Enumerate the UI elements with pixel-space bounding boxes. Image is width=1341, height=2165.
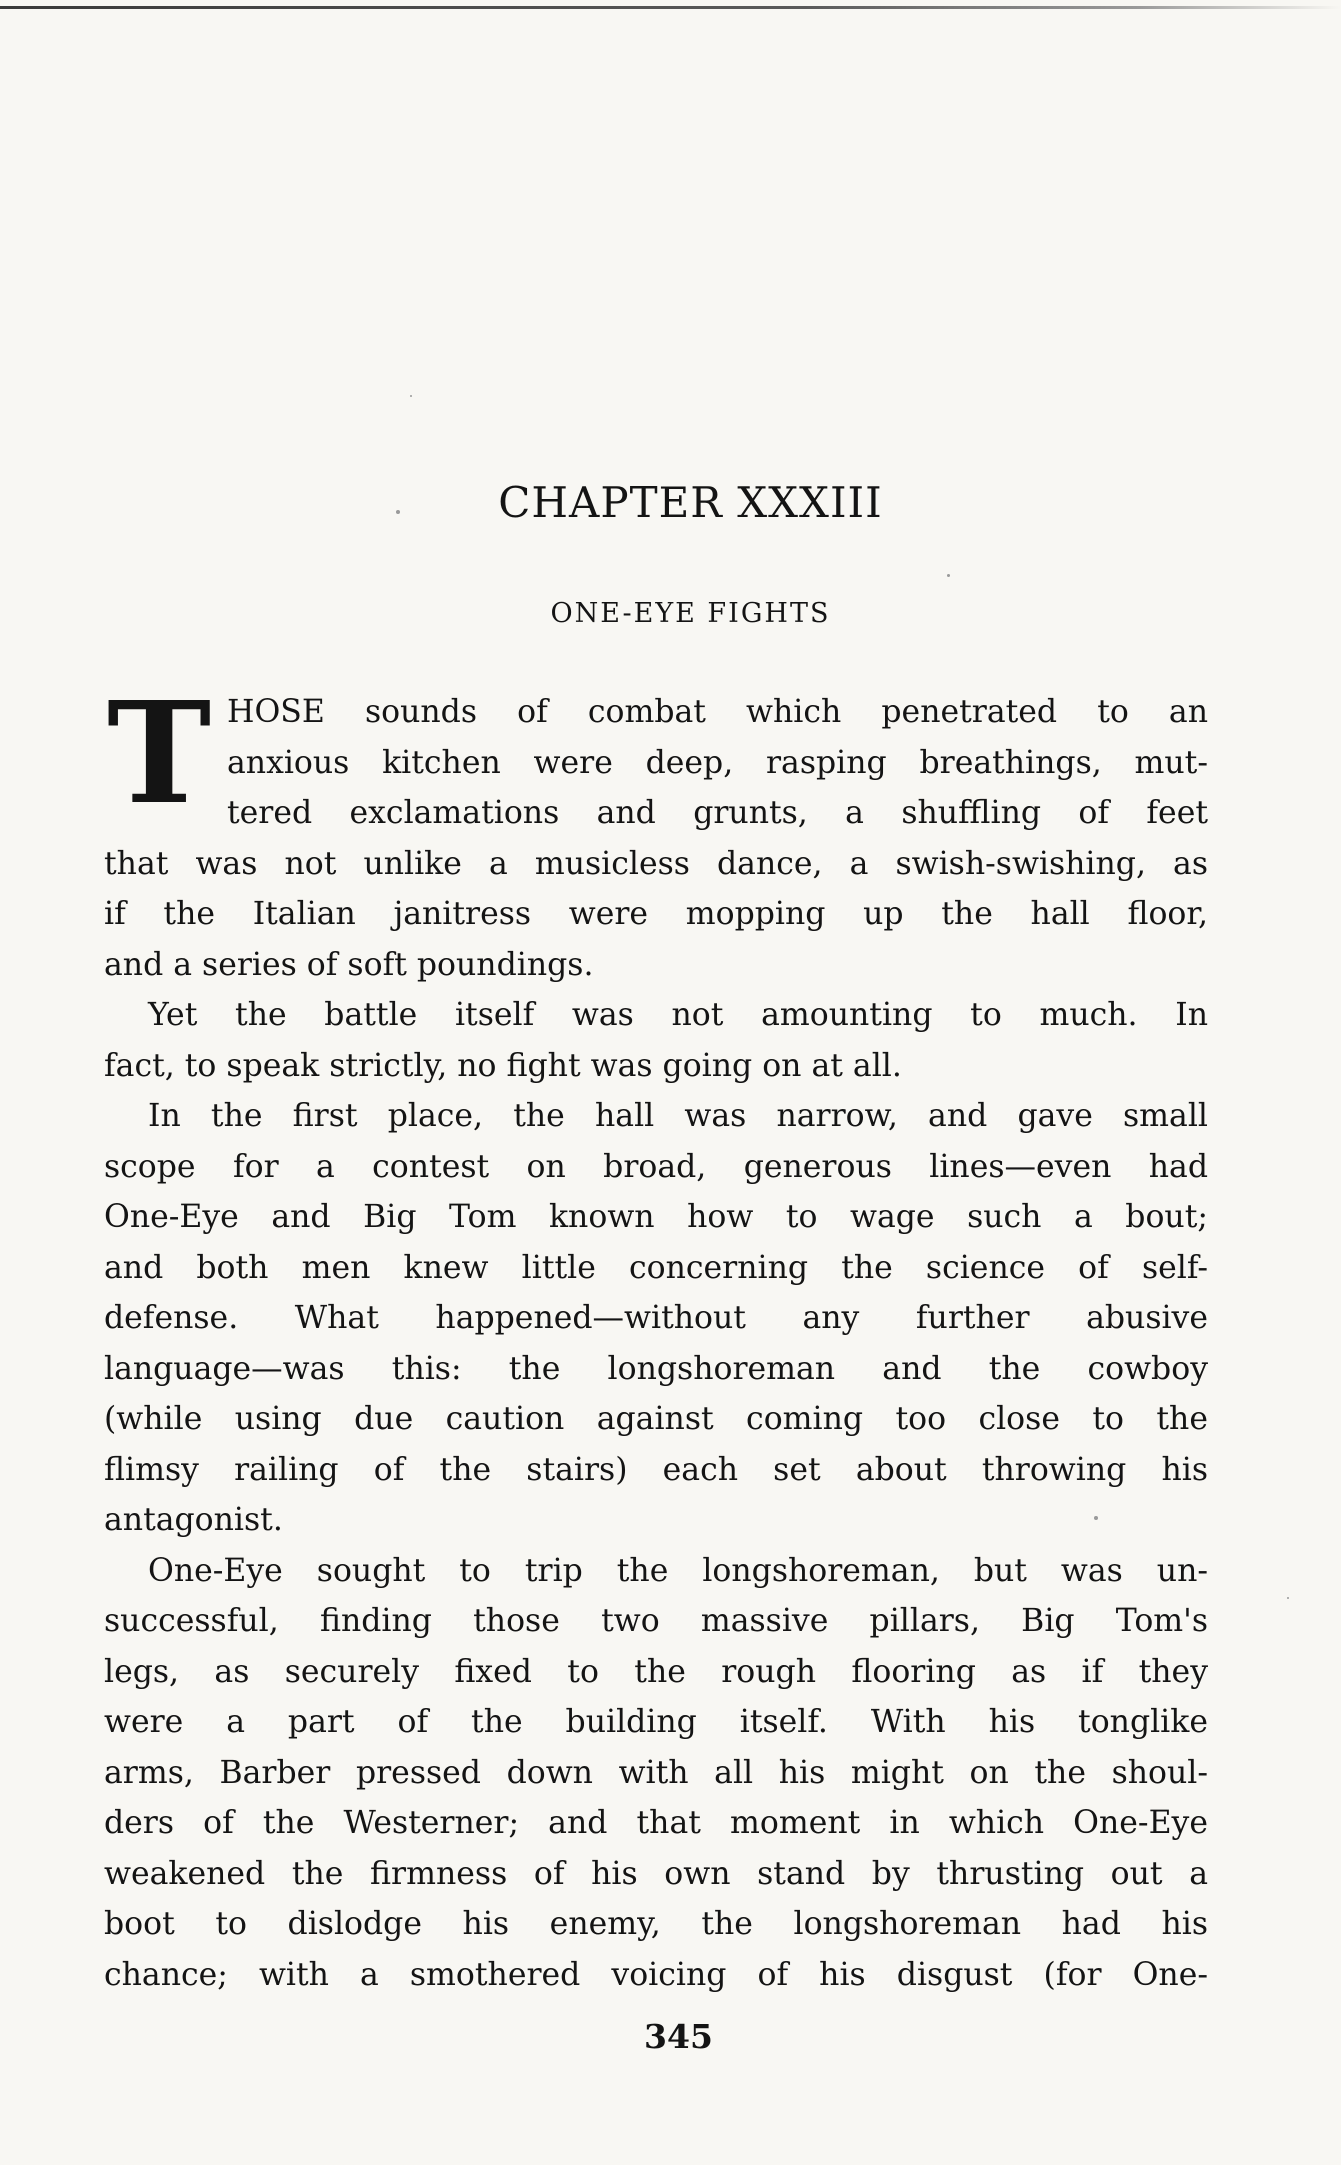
text-line: Yet the battle itself was not amounting to much. In [148,997,1208,1033]
text-line: language—was this: the longshoreman and the cowboy [104,1350,1208,1387]
chapter-title: CHAPTER XXXIII [498,478,883,527]
drop-cap-initial: T [107,672,212,836]
scan-speck [410,395,412,397]
text-line: and both men knew little concerning the science of self- [104,1249,1208,1286]
scan-speck [947,574,950,577]
text-line: (while using due caution against coming too close to the [104,1401,1208,1437]
text-line: legs, as securely fixed to the rough flooring as if they [104,1653,1208,1690]
scan-speck [1287,1597,1289,1599]
text-line: antagonist. [104,1502,283,1538]
text-line: successful, finding those two massive pillars, Big Tom's [104,1603,1208,1639]
text-line: defense. What happened—without any further abusive [104,1300,1208,1336]
text-line: tered exclamations and grunts, a shuffling of feet [227,795,1208,831]
text-line: arms, Barber pressed down with all his might on the shoul- [104,1754,1208,1791]
text-line: One-Eye and Big Tom known how to wage such a bout; [104,1199,1208,1235]
text-line: and a series of soft poundings. [104,946,594,983]
text-line: chance; with a smothered voicing of his disgust (for One- [104,1956,1208,1993]
text-line: One-Eye sought to trip the longshoreman, but was un- [148,1552,1208,1589]
text-line: boot to dislodge his enemy, the longshoreman had his [104,1906,1208,1942]
page-top-rule [0,6,1341,9]
text-line: if the Italian janitress were mopping up the hall floor, [104,896,1208,932]
text-line: weakened the firmness of his own stand by thrusting out a [104,1855,1208,1892]
text-line: HOSE sounds of combat which penetrated to an [227,694,1208,730]
page-number: 345 [644,2017,713,2056]
text-line: were a part of the building itself. With his tonglike [104,1704,1208,1740]
text-line: anxious kitchen were deep, rasping breathings, mut- [227,744,1208,781]
text-line: ders of the Westerner; and that moment in which One-Eye [104,1805,1208,1841]
text-line: scope for a contest on broad, generous lines—even had [104,1148,1208,1185]
text-line: fact, to speak strictly, no fight was going on at all. [104,1047,902,1084]
chapter-body-text [104,687,1208,2000]
text-line: In the first place, the hall was narrow, and gave small [148,1098,1208,1134]
text-line: that was not unlike a musicless dance, a swish-swishing, as [104,845,1208,882]
chapter-subtitle: ONE-EYE FIGHTS [550,598,831,629]
text-line: flimsy railing of the stairs) each set about throwing his [104,1451,1208,1488]
